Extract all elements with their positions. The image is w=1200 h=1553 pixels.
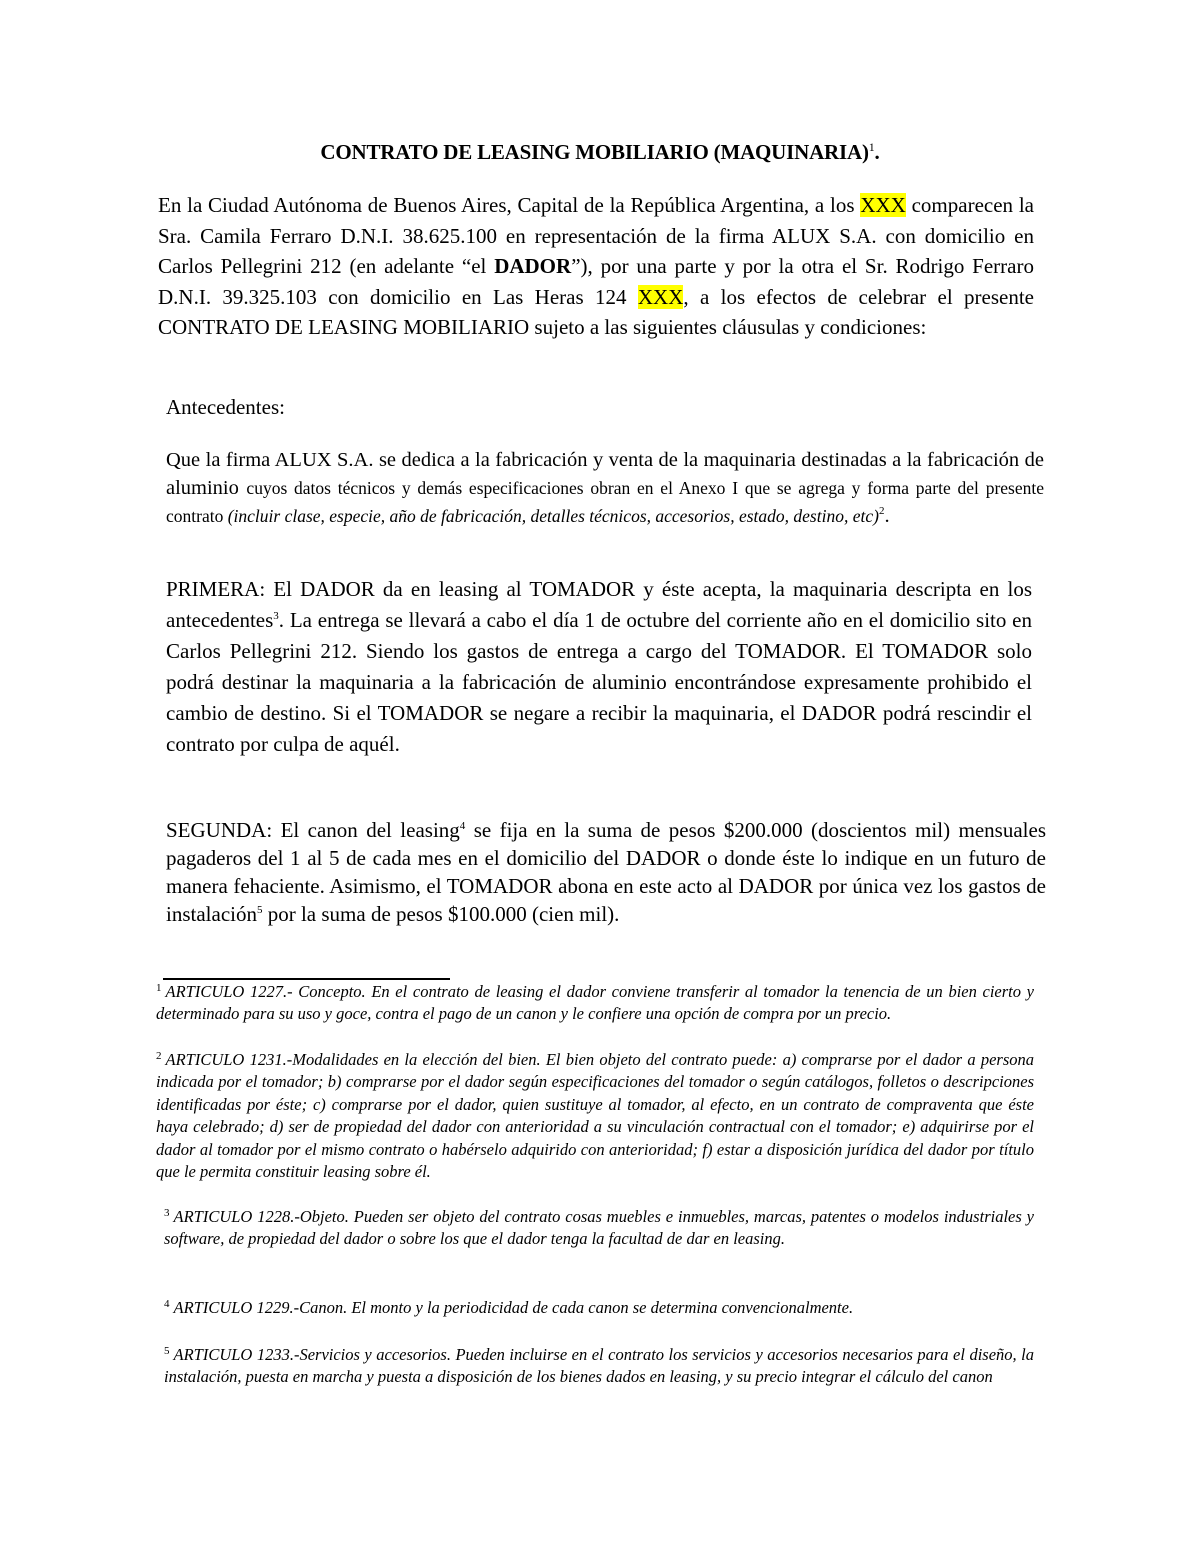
footnote-1: $^1$ ARTICULO 1227.- Concepto. En el contrato de leasing el dador conviene transferir al tomador la tenencia de un bien cierto y determinado para su uso y goce, contra el pago de un canon y le confiere una opción de compra por un precio.: [156, 981, 1034, 1024]
dador-bold: DADOR: [494, 254, 572, 279]
clause-primera: PRIMERA: El DADOR da en leasing al TOMADOR y éste acepta, la maquinaria descripta en los antecedentes$^3$. La entrega se llevará a cabo el día 1 de octubre del corriente año en el domicilio sito en Carlos Pellegrini 212. Siendo los gastos de entrega a cargo del TOMADOR. El TOMADOR solo podrá destinar la maquinaria a la fabricación de aluminio encontrándose expresamente prohibido el cambio de destino. Si el TOMADOR se negare a recibir la maquinaria, el DADOR podrá rescindir el contrato por culpa de aquél.: [166, 577, 1032, 756]
clause-segunda: SEGUNDA: El canon del leasing$^4$ se fija en la suma de pesos $200.000 (doscientos mil) mensuales pagaderos del 1 al 5 de cada mes en el domicilio del DADOR o donde éste lo indique en un futuro de manera fehaciente. Asimismo, el TOMADOR abona en este acto al DADOR por única vez los gastos de instalación$^5$ por la suma de pesos $100.000 (cien mil).: [166, 818, 1046, 926]
footnote-5: $^5$ ARTICULO 1233.-Servicios y accesorios. Pueden incluirse en el contrato los servicios y accesorios necesarios para el diseño, la instalación, puesta en marcha y puesta a disposición de los bienes dados en leasing, y su precio integrar el cálculo del canon: [164, 1344, 1034, 1387]
footnote-mark: 2: [878, 505, 885, 518]
footnote-4: $^4$ ARTICULO 1229.-Canon. El monto y la periodicidad de cada canon se determina convencionalmente.: [164, 1297, 854, 1317]
footnote-2: $^2$ ARTICULO 1231.-Modalidades en la elección del bien. El bien objeto del contrato puede: a) comprarse por el dador a persona indicada por el tomador; b) comprarse por el dador según especificaciones del tomador o según catálogos, folletos o descripciones identificadas por éste; c) comprarse por el dador, quien sustituye al tomador, al efecto, en un contrato de compraventa que éste haya celebrado; d) ser de propiedad del dador con anterioridad a su vinculación contractual con el tomador; e) adquirirse por el dador al tomador por el mismo contrato o habérselo adquirido con anterioridad; f) estar a disposición jurídica del dador por título que le permita constituir leasing sobre él.: [156, 1049, 1034, 1182]
footnote-mark: 4: [459, 820, 466, 832]
intro-paragraph: En la Ciudad Autónoma de Buenos Aires, Capital de la República Argentina, a los XXX comparecen la Sra. Camila Ferraro D.N.I. 38.625.100 en representación de la firma ALUX S.A. con domicilio en Carlos Pellegrini 212 (en adelante “el DADOR”), por una parte y por la otra el Sr. Rodrigo Ferraro D.N.I. 39.325.103 con domicilio en Las Heras 124 XXX, a los efectos de celebrar el presente CONTRATO DE LEASING MOBILIARIO sujeto a las siguientes cláusulas y condiciones:: [158, 193, 1034, 340]
placeholder-highlight: XXX: [860, 193, 906, 217]
document-title: CONTRATO DE LEASING MOBILIARIO (MAQUINARIA)$^1$.: [320, 140, 880, 164]
antecedentes-paragraph: Que la firma ALUX S.A. se dedica a la fabricación y venta de la maquinaria destinadas a la fabricación de aluminio cuyos datos técnicos y demás especificaciones obran en el Anexo I que se agrega y forma parte del presente contrato (incluir clase, especie, año de fabricación, detalles técnicos, accesorios, estado, destino, etc)$^2$.: [166, 449, 1044, 527]
placeholder-highlight: XXX: [637, 284, 684, 309]
footnote-separator: [163, 978, 450, 980]
footnote-3: $^3$ ARTICULO 1228.-Objeto. Pueden ser objeto del contrato cosas muebles e inmuebles, marcas, patentes o modelos industriales y software, de propiedad del dador o sobre los que el dador tenga la facultad de dar en leasing.: [164, 1206, 1034, 1249]
footnote-mark: 5: [256, 904, 263, 916]
antecedentes-heading: Antecedentes:: [166, 395, 285, 419]
footnote-mark: 3: [273, 610, 279, 622]
title-footnote-mark: 1: [868, 140, 875, 154]
